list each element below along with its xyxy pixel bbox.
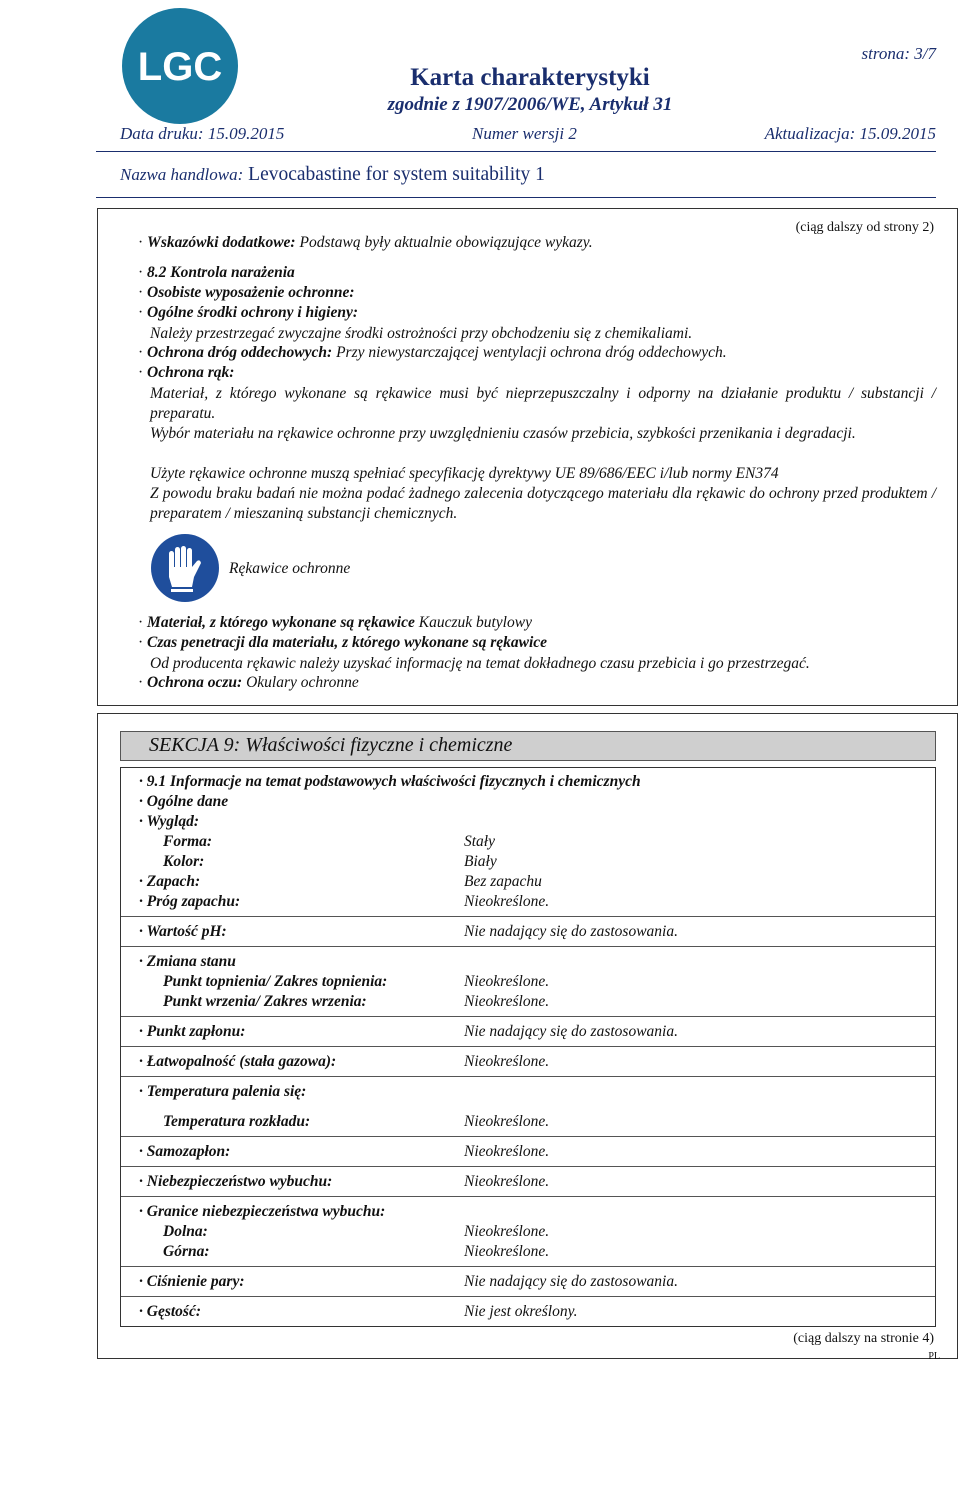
melting-point-label: Punkt topnienia/ Zakres topnienia: — [163, 973, 388, 990]
row-divider — [121, 1046, 935, 1047]
properties-table — [120, 767, 936, 1327]
section9-title-bar — [120, 731, 936, 761]
row-divider — [121, 1196, 935, 1197]
odor-label: · Zapach: — [139, 873, 200, 891]
odor-threshold-value: Nieokreślone. — [464, 893, 550, 910]
form-label: Forma: — [163, 833, 213, 850]
ignition-temperature-label: · Temperatura palenia się: — [139, 1083, 306, 1101]
lower-limit-value: Nieokreślone. — [464, 1223, 550, 1240]
melting-point-value: Nieokreślone. — [464, 973, 550, 990]
color-label: Kolor: — [163, 853, 205, 870]
boiling-point-label: Punkt wrzenia/ Zakres wrzenia: — [163, 993, 367, 1010]
row-divider — [121, 946, 935, 947]
s82-heading: · 8.2 Kontrola narażenia — [138, 264, 295, 282]
gloves-caption: Rękawice ochronne — [229, 560, 351, 577]
self-ignition-value: Nieokreślone. — [464, 1143, 550, 1160]
glove-material-line: · Materiał, z którego wykonane są rękawice Kauczuk butylowy — [138, 614, 532, 632]
upper-limit-label: Górna: — [163, 1243, 210, 1260]
explosion-limits-heading: · Granice niebezpieczeństwa wybuchu: — [139, 1203, 385, 1221]
general-hygiene-text: Należy przestrzegać zwyczajne środki ostrożności przy obchodzeniu się z chemikaliami. — [150, 325, 693, 342]
trade-name-label: Nazwa handlowa: — [120, 165, 244, 184]
logo-text: LGC — [137, 45, 223, 89]
extra-hints-line: · Wskazówki dodatkowe: Podstawą były aktualnie obowiązujące wykazy. — [138, 234, 593, 252]
document-subtitle: zgodnie z 1907/2006/WE, Artykuł 31 — [387, 94, 673, 115]
continued-from-note: (ciąg dalszy od strony 2) — [795, 220, 934, 235]
row-divider — [121, 1296, 935, 1297]
decomposition-temperature-value: Nieokreślone. — [464, 1113, 550, 1130]
decomposition-temperature-label: Temperatura rozkładu: — [163, 1113, 311, 1130]
trade-name-value: Levocabastine for system suitability 1 — [248, 164, 545, 185]
page-number: strona: 3/7 — [861, 44, 936, 63]
vapor-pressure-label: · Ciśnienie pary: — [139, 1273, 245, 1291]
header-divider-2 — [96, 197, 936, 198]
lgc-logo-icon — [120, 6, 240, 126]
lower-limit-label: Dolna: — [163, 1223, 208, 1240]
hand-protection-heading: · Ochrona rąk: — [138, 364, 234, 382]
density-value: Nie jest określony. — [464, 1303, 578, 1320]
hand-protection-text-2: Wybór materiału na rękawice ochronne przy uwzględnieniu czasów przebicia, szybkości przenikania i degradacji. — [150, 425, 856, 442]
appearance-heading: · Wygląd: — [139, 813, 199, 831]
continued-to-note: (ciąg dalszy na stronie 4) — [793, 1331, 934, 1346]
row-divider — [121, 1016, 935, 1017]
header-divider — [96, 151, 936, 152]
flash-point-value: Nie nadający się do zastosowania. — [464, 1023, 678, 1040]
trade-name-line — [120, 164, 545, 186]
gloves-pictogram-icon — [150, 533, 220, 603]
update-date: Aktualizacja: 15.09.2015 — [764, 124, 936, 143]
s91-heading: · 9.1 Informacje na temat podstawowych właściwości fizycznych i chemicznych — [139, 773, 641, 791]
explosion-hazard-value: Nieokreślone. — [464, 1173, 550, 1190]
language-code: PL — [928, 1351, 940, 1362]
print-date: Data druku: 15.09.2015 — [120, 124, 285, 143]
section9-title: SEKCJA 9: Właściwości fizyczne i chemiczne — [149, 734, 513, 756]
hand-protection-text-3: Użyte rękawice ochronne muszą spełniać specyfikację dyrektywy UE 89/686/EEC i/lub normy EN374 — [150, 465, 779, 482]
row-divider — [121, 916, 935, 917]
eye-protection-line: · Ochrona oczu: Okulary ochronne — [138, 674, 359, 692]
general-data-heading: · Ogólne dane — [139, 793, 228, 811]
odor-threshold-label: · Próg zapachu: — [139, 893, 240, 911]
density-label: · Gęstość: — [139, 1303, 201, 1321]
ph-label: · Wartość pH: — [139, 923, 227, 941]
self-ignition-label: · Samozapłon: — [139, 1143, 230, 1161]
respiratory-protection-line: · Ochrona dróg oddechowych: Przy niewystarczającej wentylacji ochrona dróg oddechowych. — [138, 344, 727, 362]
state-change-heading: · Zmiana stanu — [139, 953, 236, 971]
boiling-point-value: Nieokreślone. — [464, 993, 550, 1010]
odor-value: Bez zapachu — [464, 873, 542, 890]
ppe-heading: · Osobiste wyposażenie ochronne: — [138, 284, 355, 302]
penetration-time-text: Od producenta rękawic należy uzyskać informację na temat dokładnego czasu przebicia i go przestrzegać. — [150, 655, 810, 672]
flammability-value: Nieokreślone. — [464, 1053, 550, 1070]
form-value: Stały — [464, 833, 495, 850]
row-divider — [121, 1076, 935, 1077]
document-title: Karta charakterystyki — [410, 64, 650, 91]
row-divider — [121, 1166, 935, 1167]
version-number: Numer wersji 2 — [472, 124, 577, 143]
general-hygiene-heading: · Ogólne środki ochrony i higieny: — [138, 304, 358, 322]
vapor-pressure-value: Nie nadający się do zastosowania. — [464, 1273, 678, 1290]
explosion-hazard-label: · Niebezpieczeństwo wybuchu: — [139, 1173, 332, 1191]
penetration-time-heading: · Czas penetracji dla materiału, z którego wykonane są rękawice — [138, 634, 547, 652]
row-divider — [121, 1136, 935, 1137]
hand-protection-text-4: Z powodu braku badań nie można podać żadnego zalecenia dotyczącego materiału dla rękawic do ochrony przed produktem / preparatem / mieszaniną substancji chemicznych. — [150, 485, 936, 522]
hand-protection-text-1: Materiał, z którego wykonane są rękawice musi być nieprzepuszczalny i odporny na działanie produktu / substancji / preparatu. — [150, 385, 936, 422]
flammability-label: · Łatwopalność (stała gazowa): — [139, 1053, 336, 1071]
flash-point-label: · Punkt zapłonu: — [139, 1023, 245, 1041]
row-divider — [121, 1266, 935, 1267]
upper-limit-value: Nieokreślone. — [464, 1243, 550, 1260]
color-value: Biały — [464, 853, 497, 870]
ph-value: Nie nadający się do zastosowania. — [464, 923, 678, 940]
